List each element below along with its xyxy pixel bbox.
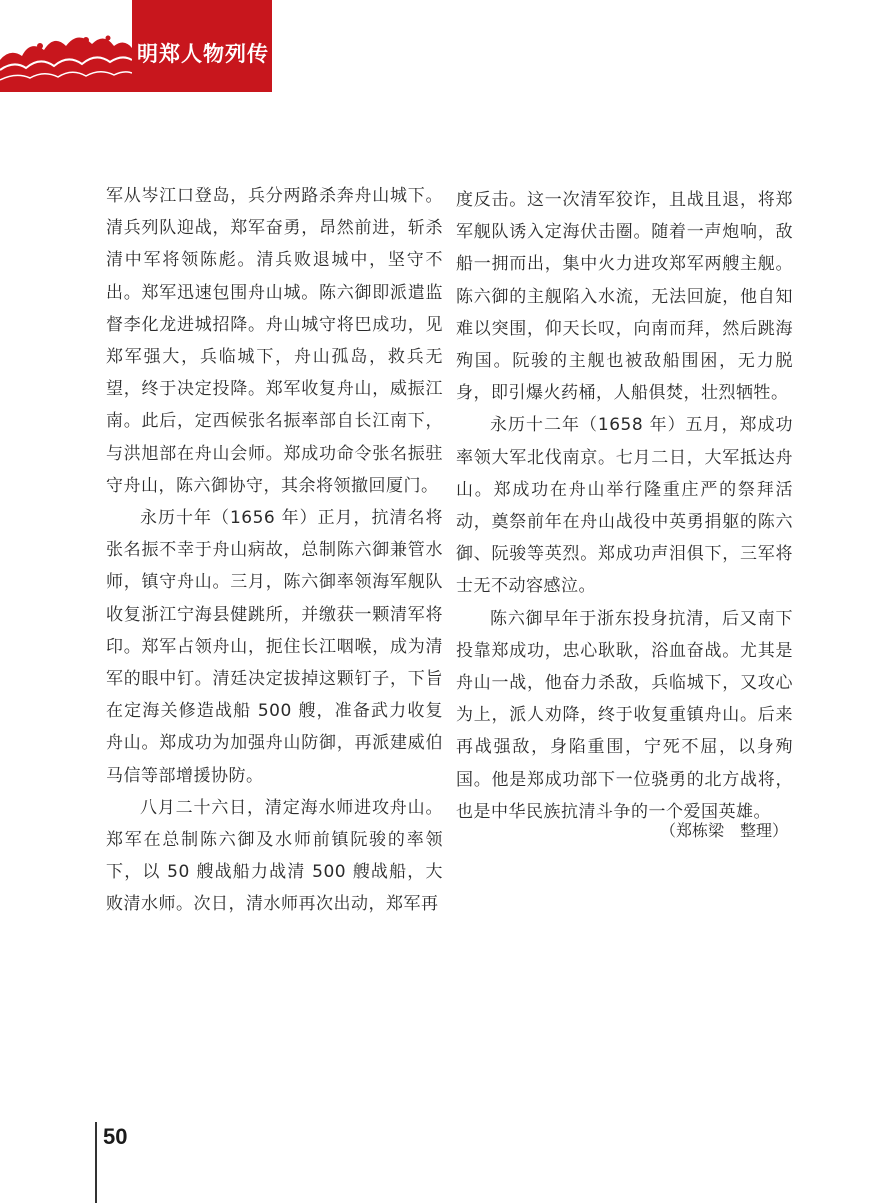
wave-pattern-icon xyxy=(0,0,132,92)
page-number: 50 xyxy=(103,1124,128,1149)
paragraph: 陈六御早年于浙东投身抗清，后又南下投靠郑成功，忠心耿耿，浴血奋战。尤其是舟山一战，他奋力杀敌，兵临城下，又攻心为上，派人劝降，终于收复重镇舟山。后来再战强敌，身陷重围，宁死不屈，以身殉国。他是郑成功部下一位骁勇的北方战将，也是中华民族抗清斗争的一个爱国英雄。 xyxy=(456,608,793,822)
editor-signature: （郑栋梁 整理） xyxy=(660,821,789,840)
paragraph: 八月二十六日，清定海水师进攻舟山。郑军在总制陈六御及水师前镇阮骏的率领下，以 50 艘战船力战清 500 艘战船，大败清水师。次日，清水师再次出动，郑军再 xyxy=(106,797,443,915)
page-number-rule xyxy=(95,1122,97,1203)
article-left-column xyxy=(106,180,443,921)
paragraph: 永历十年（1656 年）正月，抗清名将张名振不幸于舟山病故，总制陈六御兼管水师，镇守舟山。三月，陈六御率领海军舰队收复浙江宁海县健跳所，并缴获一颗清军将印。郑军占领舟山，扼住长江咽喉，成为清军的眼中钉。清廷决定拔掉这颗钉子，下旨在定海关修造战船 500 艘，准备武力收复舟山。郑成功为加强舟山防御，再派建威伯马信等部增援协防。 xyxy=(106,508,443,786)
article-right-column xyxy=(456,184,793,828)
paragraph: 永历十二年（1658 年）五月，郑成功率领大军北伐南京。七月二日，大军抵达舟山。郑成功在舟山举行隆重庄严的祭拜活动，奠祭前年在舟山战役中英勇捐躯的陈六御、阮骏等英烈。郑成功声泪俱下，三军将士无不动容感泣。 xyxy=(456,415,793,597)
section-title: 明郑人物列传 xyxy=(137,41,269,66)
paragraph: 军从岑江口登岛，兵分两路杀奔舟山城下。清兵列队迎战，郑军奋勇，昂然前进，斩杀清中军将领陈彪。清兵败退城中，坚守不出。郑军迅速包围舟山城。陈六御即派遣监督李化龙进城招降。舟山城守将巴成功，见郑军强大，兵临城下，舟山孤岛，救兵无望，终于决定投降。郑军收复舟山，威振江南。此后，定西候张名振率部自长江南下，与洪旭部在舟山会师。郑成功命令张名振驻守舟山，陈六御协守，其余将领撤回厦门。 xyxy=(106,186,443,496)
paragraph: 度反击。这一次清军狡诈，且战且退，将郑军舰队诱入定海伏击圈。随着一声炮响，敌船一拥而出，集中火力进攻郑军两艘主舰。陈六御的主舰陷入水流，无法回旋，他自知难以突围，仰天长叹，向南而拜，然后跳海殉国。阮骏的主舰也被敌船围困，无力脱身，即引爆火药桶，人船俱焚，壮烈牺牲。 xyxy=(456,190,793,404)
wave-decoration xyxy=(0,0,132,92)
